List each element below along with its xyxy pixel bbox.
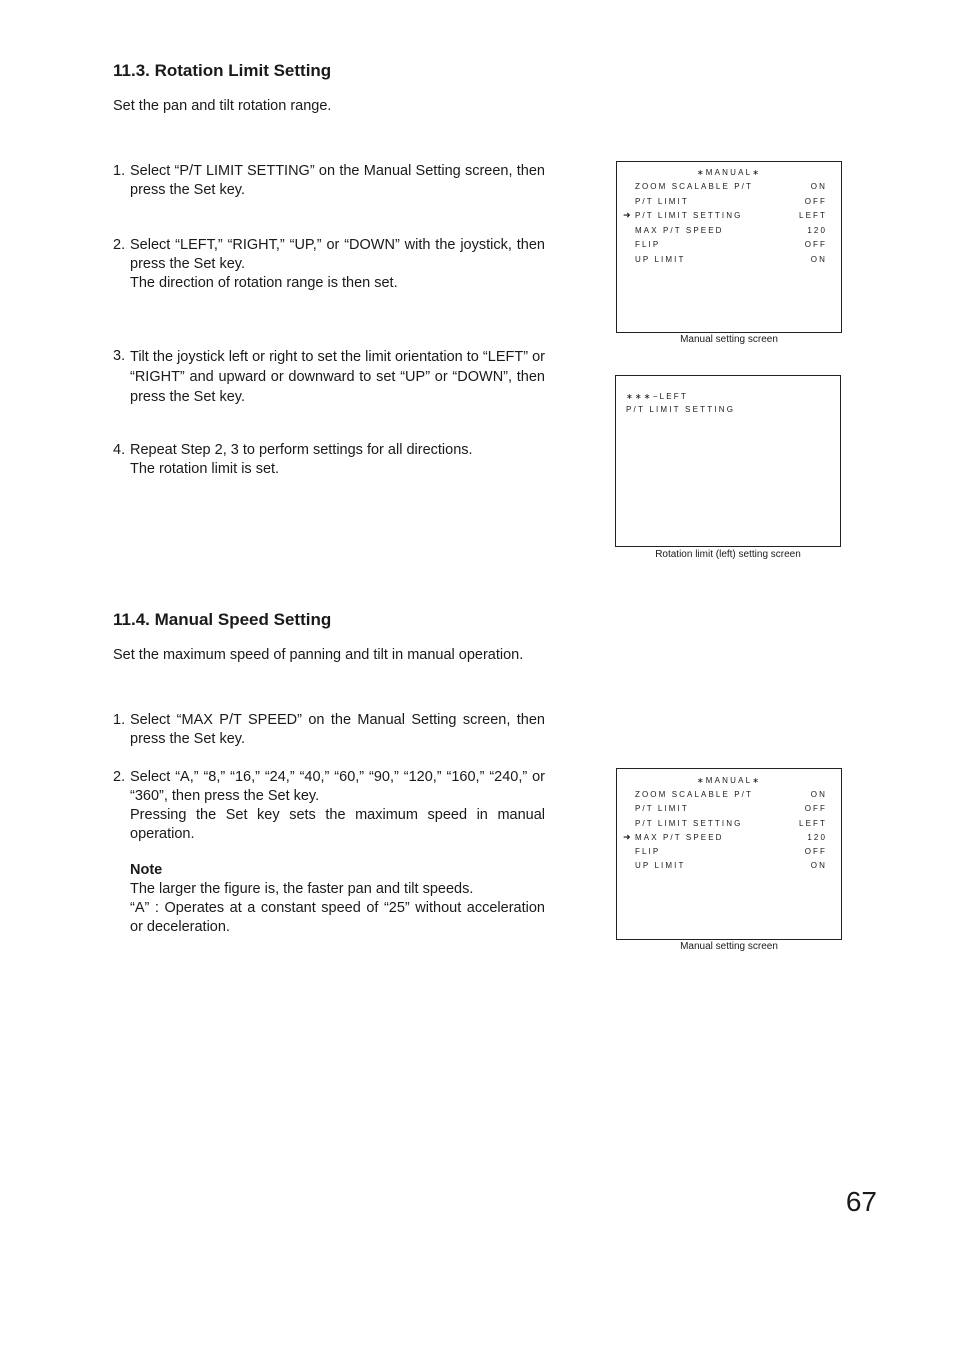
menu-row-value: LEFT (799, 819, 827, 828)
screen-line: ∗∗∗−LEFT (626, 392, 688, 401)
screen-caption: Manual setting screen (680, 334, 778, 345)
menu-row-value: ON (810, 182, 827, 191)
step-number: 3. (113, 348, 126, 364)
page-number: 67 (845, 1186, 877, 1217)
step-text: Select “LEFT,” “RIGHT,” “UP,” or “DOWN” with the joystick, then press the Set key. (130, 237, 545, 272)
step-text: The direction of rotation range is then set. (130, 275, 398, 291)
menu-row (617, 255, 841, 269)
menu-row (617, 819, 841, 833)
menu-row-value: 120 (807, 226, 827, 235)
menu-row-label: P/T LIMIT (635, 197, 689, 206)
menu-row-selected (617, 833, 841, 847)
menu-row-label: MAX P/T SPEED (635, 833, 724, 842)
menu-row-label: FLIP (635, 847, 661, 856)
step-text: Repeat Step 2, 3 to perform settings for all directions. (130, 442, 473, 458)
step-number: 1. (113, 712, 126, 728)
menu-row (617, 790, 841, 804)
menu-row-selected (617, 211, 841, 225)
section-heading-manual-speed: 11.4. Manual Speed Setting (113, 610, 332, 629)
menu-row-value: OFF (804, 804, 827, 813)
step-text: Select “P/T LIMIT SETTING” on the Manual Setting screen, then press the Set key. (130, 163, 545, 198)
menu-row-label: UP LIMIT (635, 861, 686, 870)
step-rotation-2 (113, 236, 545, 293)
menu-row-value: OFF (804, 197, 827, 206)
screen-line: P/T LIMIT SETTING (626, 405, 736, 414)
menu-row-value: ON (810, 861, 827, 870)
section-heading-rotation-limit: 11.3. Rotation Limit Setting (113, 61, 332, 80)
section-intro-rotation-limit: Set the pan and tilt rotation range. (113, 98, 332, 114)
menu-row (617, 197, 841, 211)
note-text: The larger the figure is, the faster pan and tilt speeds. (130, 881, 474, 897)
step-rotation-4 (113, 441, 545, 479)
menu-row-value: OFF (804, 847, 827, 856)
menu-row-value: OFF (804, 240, 827, 249)
step-number: 4. (113, 442, 126, 458)
menu-row (617, 240, 841, 254)
step-text: Pressing the Set key sets the maximum speed in manual operation. (130, 807, 545, 842)
cursor-arrow-icon: ➜ (623, 210, 631, 220)
step-rotation-1 (113, 162, 545, 200)
step-number: 2. (113, 237, 126, 253)
menu-row-label: MAX P/T SPEED (635, 226, 724, 235)
menu-row-value: ON (810, 790, 827, 799)
menu-row-value: 120 (807, 833, 827, 842)
step-text: The rotation limit is set. (130, 461, 280, 477)
screen-caption: Manual setting screen (680, 941, 778, 952)
step-text: Tilt the joystick left or right to set the limit orientation to “LEFT” or “RIGHT” and upward or downward to set “UP” or “DOWN”, then press the Set key. (130, 349, 545, 405)
menu-row-label: ZOOM SCALABLE P/T (635, 182, 753, 191)
step-text: Select “A,” “8,” “16,” “24,” “40,” “60,” “90,” “120,” “160,” “240,” or “360”, then press the Set key. (130, 769, 545, 804)
menu-row-label: P/T LIMIT SETTING (635, 211, 743, 220)
step-number: 2. (113, 769, 126, 785)
step-text: Select “MAX P/T SPEED” on the Manual Setting screen, then press the Set key. (130, 712, 545, 747)
menu-row-value: ON (810, 255, 827, 264)
step-speed-2 (113, 768, 545, 937)
menu-row (617, 861, 841, 875)
menu-row-label: FLIP (635, 240, 661, 249)
menu-row (617, 847, 841, 861)
screen-caption: Rotation limit (left) setting screen (655, 549, 801, 560)
menu-row (617, 182, 841, 196)
rotation-limit-screen (615, 375, 841, 547)
screen-title: ∗MANUAL∗ (696, 168, 762, 177)
menu-row (617, 804, 841, 818)
menu-row-label: ZOOM SCALABLE P/T (635, 790, 753, 799)
step-speed-1 (113, 711, 545, 749)
note-title: Note (130, 862, 163, 878)
cursor-arrow-icon: ➜ (623, 832, 631, 842)
screen-title: ∗MANUAL∗ (696, 776, 762, 785)
section-intro-manual-speed: Set the maximum speed of panning and tilt in manual operation. (113, 647, 524, 663)
step-number: 1. (113, 163, 126, 179)
menu-row-label: P/T LIMIT (635, 804, 689, 813)
note-text: “A” : Operates at a constant speed of “25” without acceleration or deceleration. (130, 900, 545, 935)
menu-row (617, 226, 841, 240)
menu-row-label: P/T LIMIT SETTING (635, 819, 743, 828)
menu-row-label: UP LIMIT (635, 255, 686, 264)
manual-setting-screen-2 (616, 768, 842, 940)
step-rotation-3 (113, 347, 545, 407)
menu-row-value: LEFT (799, 211, 827, 220)
manual-setting-screen-1 (616, 161, 842, 333)
